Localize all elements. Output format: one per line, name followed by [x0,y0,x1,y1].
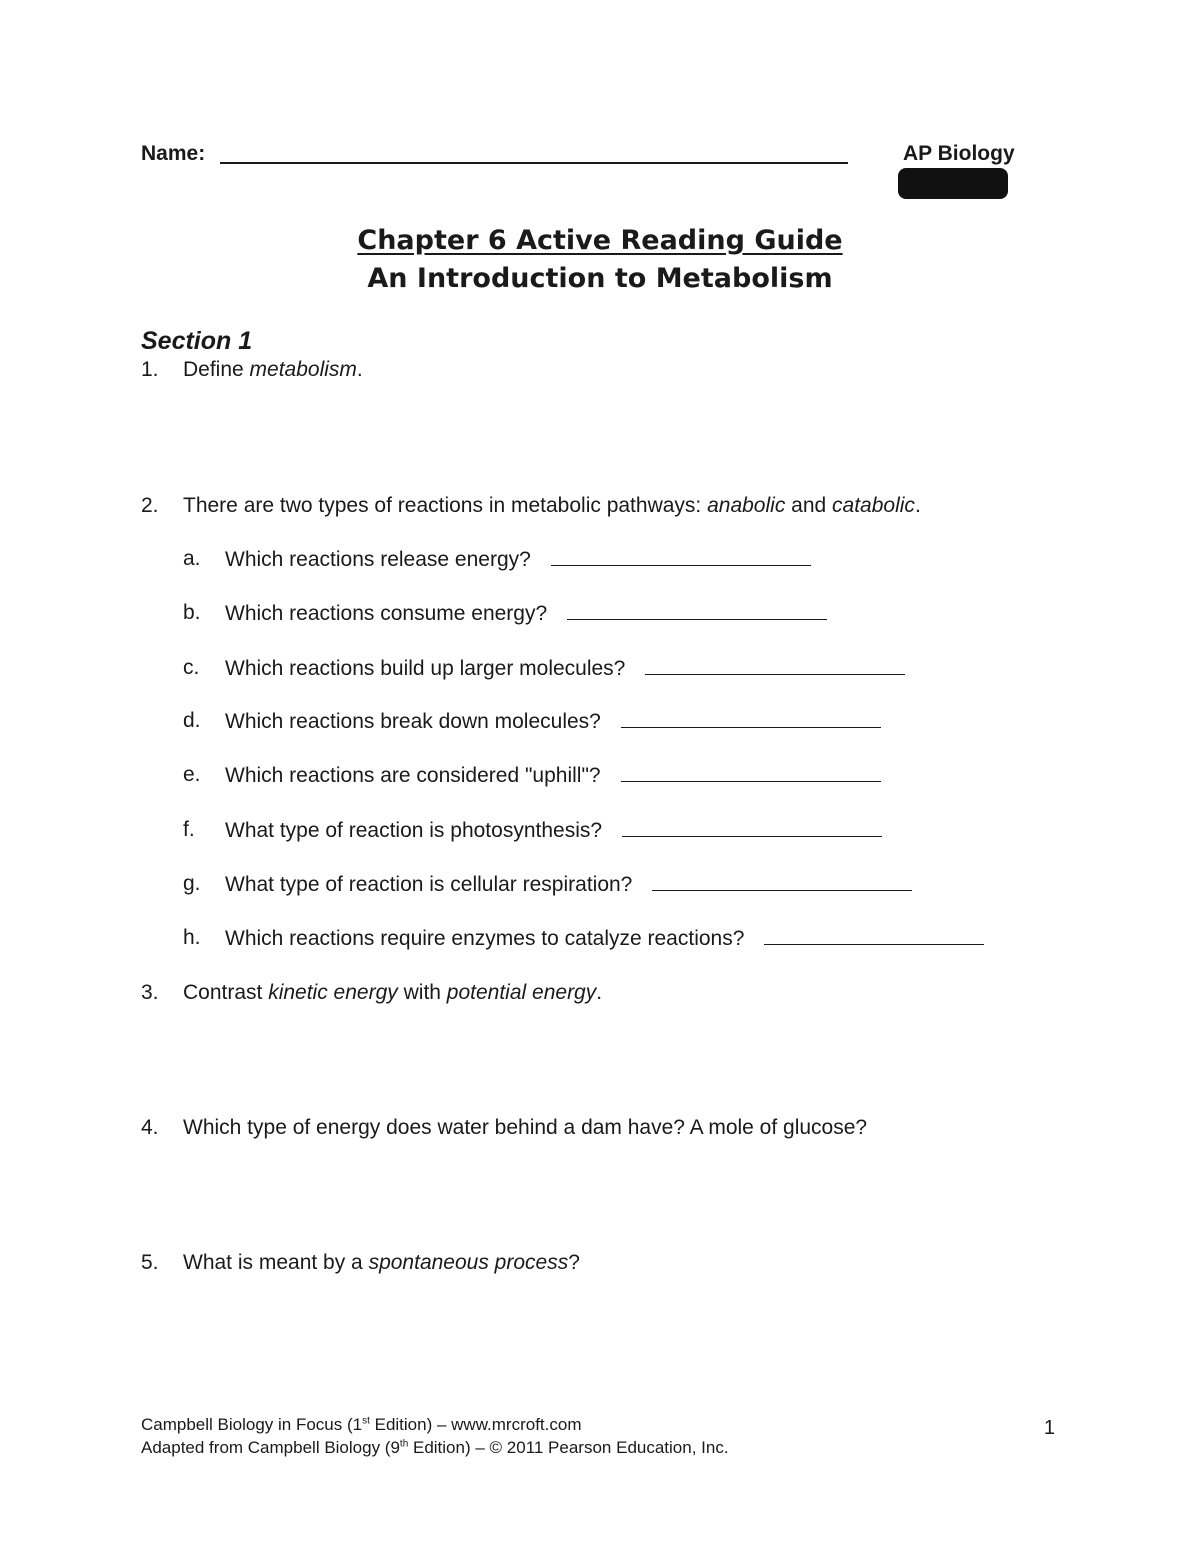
text-run: . [914,494,921,517]
answer-blank[interactable] [764,926,984,945]
ordinal-suffix: th [399,1438,409,1450]
subquestion-text: What type of reaction is photosynthesis? [225,819,603,842]
question-number: 3. [141,981,159,1004]
text-run: Campbell Biology in Focus (1 [141,1415,363,1434]
term-emphasis: potential energy [446,981,597,1004]
term-emphasis: anabolic [707,494,786,517]
text-run: and [785,494,833,517]
subquestion-text: Which reactions consume energy? [225,602,548,625]
text-run: What is meant by a [183,1251,369,1274]
footer-copyright-line [141,1438,729,1458]
subquestion-letter: h. [183,926,201,949]
subquestion-letter: f. [183,818,195,841]
text-run: . [356,358,363,381]
text-run: ? [568,1251,580,1274]
subquestion-letter: d. [183,709,201,732]
question-text [183,494,921,518]
answer-blank[interactable] [621,763,881,782]
term-emphasis: catabolic [832,494,915,517]
question-number: 2. [141,494,159,517]
answer-blank[interactable] [621,709,881,728]
question-number: 4. [141,1116,159,1139]
question-number: 1. [141,358,159,381]
text-run: There are two types of reactions in metabolic pathways: [183,494,708,517]
page-subtitle: An Introduction to Metabolism [367,263,833,294]
page-title: Chapter 6 Active Reading Guide [357,225,843,256]
section-heading: Section 1 [141,327,253,355]
text-run: . [596,981,603,1004]
term-emphasis: metabolism [249,358,357,381]
question-number: 5. [141,1251,159,1274]
subquestion-letter: g. [183,872,201,895]
term-emphasis: spontaneous process [368,1251,569,1274]
text-run: with [397,981,447,1004]
question-text [183,358,363,382]
term-emphasis: kinetic energy [268,981,398,1004]
text-run: Edition) – www.mrcroft.com [369,1415,582,1434]
text-run: Define [183,358,250,381]
subquestion-text: What type of reaction is cellular respiration? [225,873,633,896]
answer-blank[interactable] [551,547,811,566]
answer-blank[interactable] [645,656,905,675]
text-run: Adapted from Campbell Biology (9 [141,1438,400,1457]
page-number: 1 [1043,1417,1055,1439]
subquestion-text: Which reactions build up larger molecules? [225,657,626,680]
question-text: Which type of energy does water behind a dam have? A mole of glucose? [183,1116,868,1139]
subquestion-letter: c. [183,656,200,679]
ordinal-suffix: st [362,1415,370,1427]
subquestion-text: Which reactions require enzymes to catalyze reactions? [225,927,745,950]
answer-blank[interactable] [622,818,882,837]
footer-source-line [141,1415,582,1435]
subquestion-text: Which reactions are considered "uphill"? [225,764,601,787]
text-run: Edition) – © 2011 Pearson Education, Inc. [408,1438,729,1457]
course-label: AP Biology [903,142,1015,165]
subquestion-text: Which reactions break down molecules? [225,710,601,733]
subquestion-letter: e. [183,763,201,786]
name-field-line[interactable] [220,162,848,164]
redaction-box [898,168,1008,199]
subquestion-letter: a. [183,547,201,570]
name-label: Name: [141,142,206,165]
subquestion-text: Which reactions release energy? [225,548,531,571]
question-text [183,1251,580,1275]
subquestion-letter: b. [183,601,201,624]
question-text [183,981,602,1005]
answer-blank[interactable] [652,872,912,891]
text-run: Contrast [183,981,269,1004]
answer-blank[interactable] [567,601,827,620]
